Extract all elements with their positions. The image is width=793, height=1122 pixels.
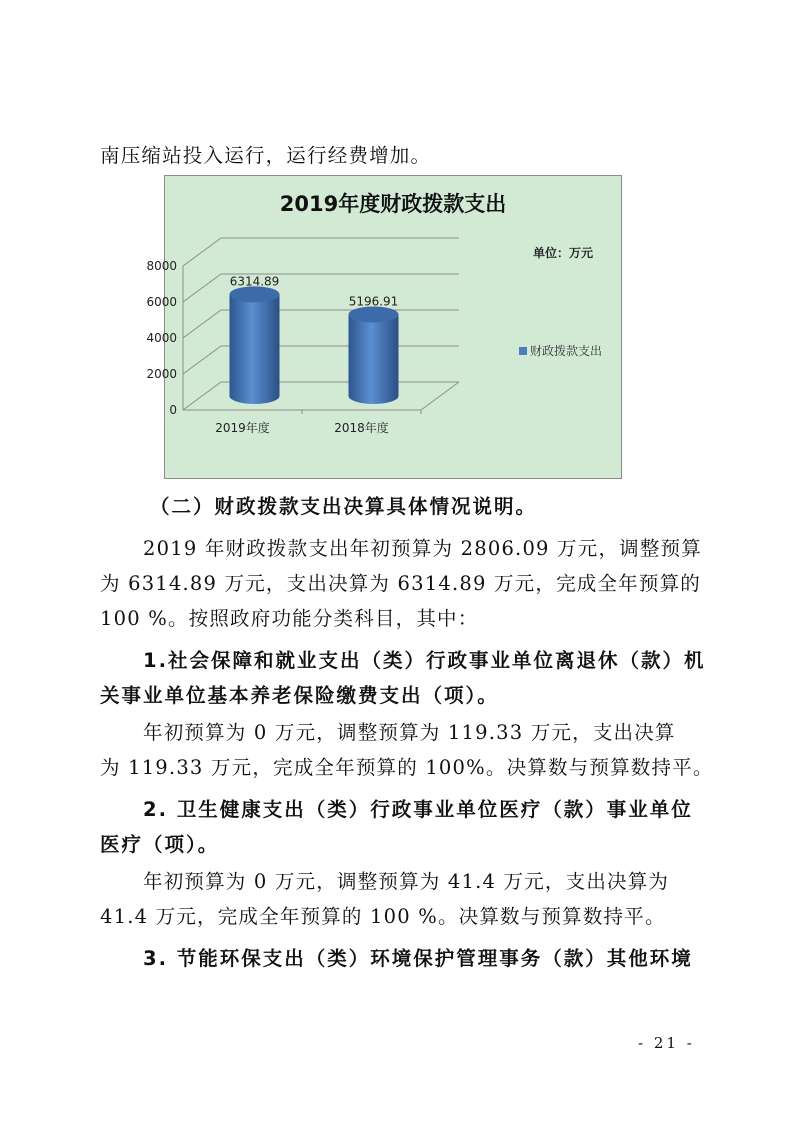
y-tick-label: 6000 (146, 295, 177, 309)
gridline-side (183, 346, 221, 374)
chart-legend (519, 342, 602, 359)
x-category-label: 2019年度 (215, 421, 270, 435)
gridline-side (183, 274, 221, 302)
gridline-side (183, 382, 221, 410)
section-heading: （二）财政拨款支出决算具体情况说明。 (150, 495, 538, 518)
bar-cylinder-top (349, 306, 399, 322)
page-number: - 21 - (638, 1034, 695, 1052)
bar-cylinder (230, 294, 280, 404)
floor-edge (421, 382, 459, 410)
chart-unit-note: 单位：万元 (533, 246, 594, 260)
item-1-heading-line-2: 关事业单位基本养老保险缴费支出（项）。 (100, 684, 499, 707)
legend-label: 财政拨款支出 (530, 344, 603, 358)
item-2-heading-line-2: 医疗（项）。 (100, 833, 220, 856)
item-1-body-line-2: 为 119.33 万元，完成全年预算的 100%。决算数与预算数持平。 (100, 756, 714, 779)
chart-container (146, 175, 622, 479)
bar-cylinder (349, 314, 399, 404)
legend-swatch (519, 347, 527, 355)
y-tick-label: 0 (169, 403, 177, 417)
y-tick-label: 4000 (146, 331, 177, 345)
item-3-heading-line-1: 3. 节能环保支出（类）环境保护管理事务（款）其他环境 (143, 947, 693, 970)
summary-line-1: 2019 年财政拨款支出年初预算为 2806.09 万元，调整预算 (143, 537, 702, 560)
item-1-heading-line-1: 1.社会保障和就业支出（类）行政事业单位离退休（款）机 (143, 649, 706, 672)
y-tick-label: 8000 (146, 259, 177, 273)
gridline-side (183, 238, 221, 266)
chart-svg (146, 176, 623, 480)
chart-title: 2019年度财政拨款支出 (279, 192, 507, 216)
x-category-label: 2018年度 (334, 421, 389, 435)
item-2-heading-line-1: 2. 卫生健康支出（类）行政事业单位医疗（款）事业单位 (143, 798, 693, 821)
item-2-body-line-1: 年初预算为 0 万元，调整预算为 41.4 万元，支出决算为 (143, 870, 670, 893)
data-label: 5196.91 (348, 294, 399, 309)
bar-cylinder-top (230, 286, 280, 302)
y-tick-label: 2000 (146, 367, 177, 381)
item-2-body-line-2: 41.4 万元，完成全年预算的 100 %。决算数与预算数持平。 (100, 905, 666, 928)
item-1-body-line-1: 年初预算为 0 万元，调整预算为 119.33 万元，支出决算 (143, 721, 676, 744)
gridline-side (183, 310, 221, 338)
data-label: 6314.89 (229, 274, 280, 289)
summary-line-2: 为 6314.89 万元，支出决算为 6314.89 万元，完成全年预算的 (100, 572, 701, 595)
summary-line-3: 100 %。按照政府功能分类科目，其中： (100, 607, 479, 630)
intro-line: 南压缩站投入运行，运行经费增加。 (100, 144, 432, 167)
